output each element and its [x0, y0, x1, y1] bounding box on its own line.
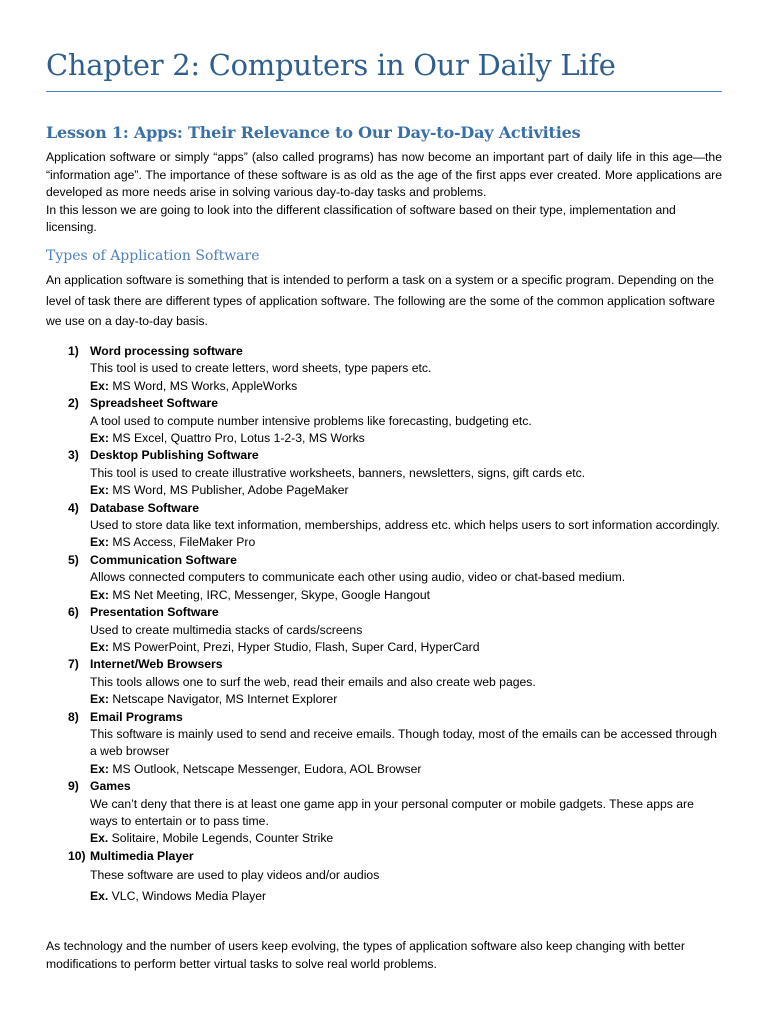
list-item-examples [90, 430, 722, 447]
example-label: Ex: [90, 535, 109, 550]
list-item [46, 604, 722, 656]
example-label: Ex: [90, 378, 109, 393]
list-item-number: 2) [68, 396, 79, 411]
list-item [46, 395, 722, 447]
list-item-description: Used to create multimedia stacks of cards/screens [90, 622, 363, 637]
example-label: Ex: [90, 431, 109, 446]
list-item-name: Multimedia Player [90, 848, 194, 863]
list-item-examples [90, 378, 722, 395]
example-text: MS PowerPoint, Prezi, Hyper Studio, Flash, Super Card, HyperCard [108, 639, 480, 654]
list-item [46, 500, 722, 552]
list-item-description: This software is mainly used to send and receive emails. Though today, most of the emails can be accessed through a web browser [90, 726, 717, 759]
list-item-number: 3) [68, 448, 79, 463]
example-label: Ex: [90, 761, 109, 776]
example-label: Ex: [90, 483, 109, 498]
list-item-examples [90, 886, 722, 907]
list-item-number: 8) [68, 709, 79, 724]
list-item-name: Database Software [90, 500, 200, 515]
example-text: MS Word, MS Publisher, Adobe PageMaker [108, 483, 349, 498]
list-item-examples [90, 639, 722, 656]
list-item-name: Communication Software [90, 552, 237, 567]
list-item-description: This tool is used to create illustrative worksheets, banners, newsletters, signs, gift cards etc. [90, 465, 586, 480]
list-item [46, 343, 722, 395]
list-item-description: These software are used to play videos and/or audios [90, 868, 380, 883]
list-item-examples [90, 691, 722, 708]
list-item-examples [90, 587, 722, 604]
list-item [46, 656, 722, 708]
list-item-number: 1) [68, 344, 79, 358]
intro-paragraph-2: In this lesson we are going to look into the different classification of software based on their type, implementation and licensing. [46, 202, 676, 234]
example-text: MS Word, MS Works, AppleWorks [108, 378, 298, 393]
list-item [46, 552, 722, 604]
list-item-name: Spreadsheet Software [90, 396, 219, 411]
example-text: MS Outlook, Netscape Messenger, Eudora, AOL Browser [108, 761, 422, 776]
intro-section [46, 149, 722, 237]
example-text: MS Excel, Quattro Pro, Lotus 1-2-3, MS Works [108, 431, 365, 446]
list-item-name: Word processing software [90, 344, 243, 358]
list-item-number: 6) [68, 605, 79, 620]
lesson-title: Lesson 1: Apps: Their Relevance to Our Day-to-Day Activities [46, 123, 581, 142]
list-item-name: Desktop Publishing Software [90, 448, 259, 463]
list-item [46, 778, 722, 848]
list-item-number: 4) [68, 500, 79, 515]
list-item-description: Used to store data like text information, memberships, address etc. which helps users to sort information accordingly. [90, 518, 720, 533]
list-item-number: 10) [68, 848, 86, 863]
list-item-description: Allows connected computers to communicate each other using audio, video or chat-based medium. [90, 570, 626, 585]
example-label: Ex: [90, 692, 109, 707]
list-item-name: Presentation Software [90, 605, 219, 620]
list-item-number: 7) [68, 657, 79, 672]
closing-paragraph: As technology and the number of users keep evolving, the types of application software also keep changing with better modifications to perform better virtual tasks to solve real world problems. [46, 939, 685, 971]
list-item-name: Internet/Web Browsers [90, 657, 223, 672]
list-item-number: 9) [68, 779, 79, 794]
list-item-name: Games [90, 779, 131, 794]
list-item [46, 848, 722, 907]
list-item-examples [90, 482, 722, 499]
example-text: Solitaire, Mobile Legends, Counter Strike [108, 831, 334, 846]
intro-paragraph-1: Application software or simply “apps” (also called programs) has now become an important part of daily life in this age—the “information age”. The importance of these software is as old as the age of the first apps ever created. More applications are developed as more needs arise in solving various day-to-day tasks and problems. [46, 150, 722, 199]
example-label: Ex. [90, 889, 109, 904]
example-text: MS Net Meeting, IRC, Messenger, Skype, Google Hangout [108, 587, 431, 602]
list-item-description: This tools allows one to surf the web, read their emails and also create web pages. [90, 674, 536, 689]
list-item-name: Email Programs [90, 709, 183, 724]
example-label: Ex. [90, 831, 109, 846]
list-item [46, 447, 722, 499]
list-item [46, 709, 722, 779]
title-divider [46, 91, 722, 92]
software-types-list [46, 343, 722, 907]
list-item-description: We can’t deny that there is at least one game app in your personal computer or mobile gadgets. These apps are ways to entertain or to pass time. [90, 796, 694, 828]
list-item-examples [90, 534, 722, 551]
list-item-number: 5) [68, 552, 79, 567]
list-item-description: This tool is used to create letters, word sheets, type papers etc. [90, 361, 432, 376]
list-item-description: A tool used to compute number intensive problems like forecasting, budgeting etc. [90, 413, 532, 428]
list-item-examples [90, 761, 722, 778]
list-item-examples [90, 830, 722, 847]
example-text: VLC, Windows Media Player [108, 889, 267, 904]
example-text: Netscape Navigator, MS Internet Explorer [108, 692, 338, 707]
chapter-title: Chapter 2: Computers in Our Daily Life [46, 48, 616, 82]
example-label: Ex: [90, 587, 109, 602]
types-heading: Types of Application Software [46, 248, 260, 264]
example-label: Ex: [90, 639, 109, 654]
types-paragraph: An application software is something that is intended to perform a task on a system or a specific program. Depending on the level of task there are different types of application software. The following are the some of the common application software we use on a day-to-day basis. [46, 273, 715, 329]
example-text: MS Access, FileMaker Pro [108, 535, 256, 550]
